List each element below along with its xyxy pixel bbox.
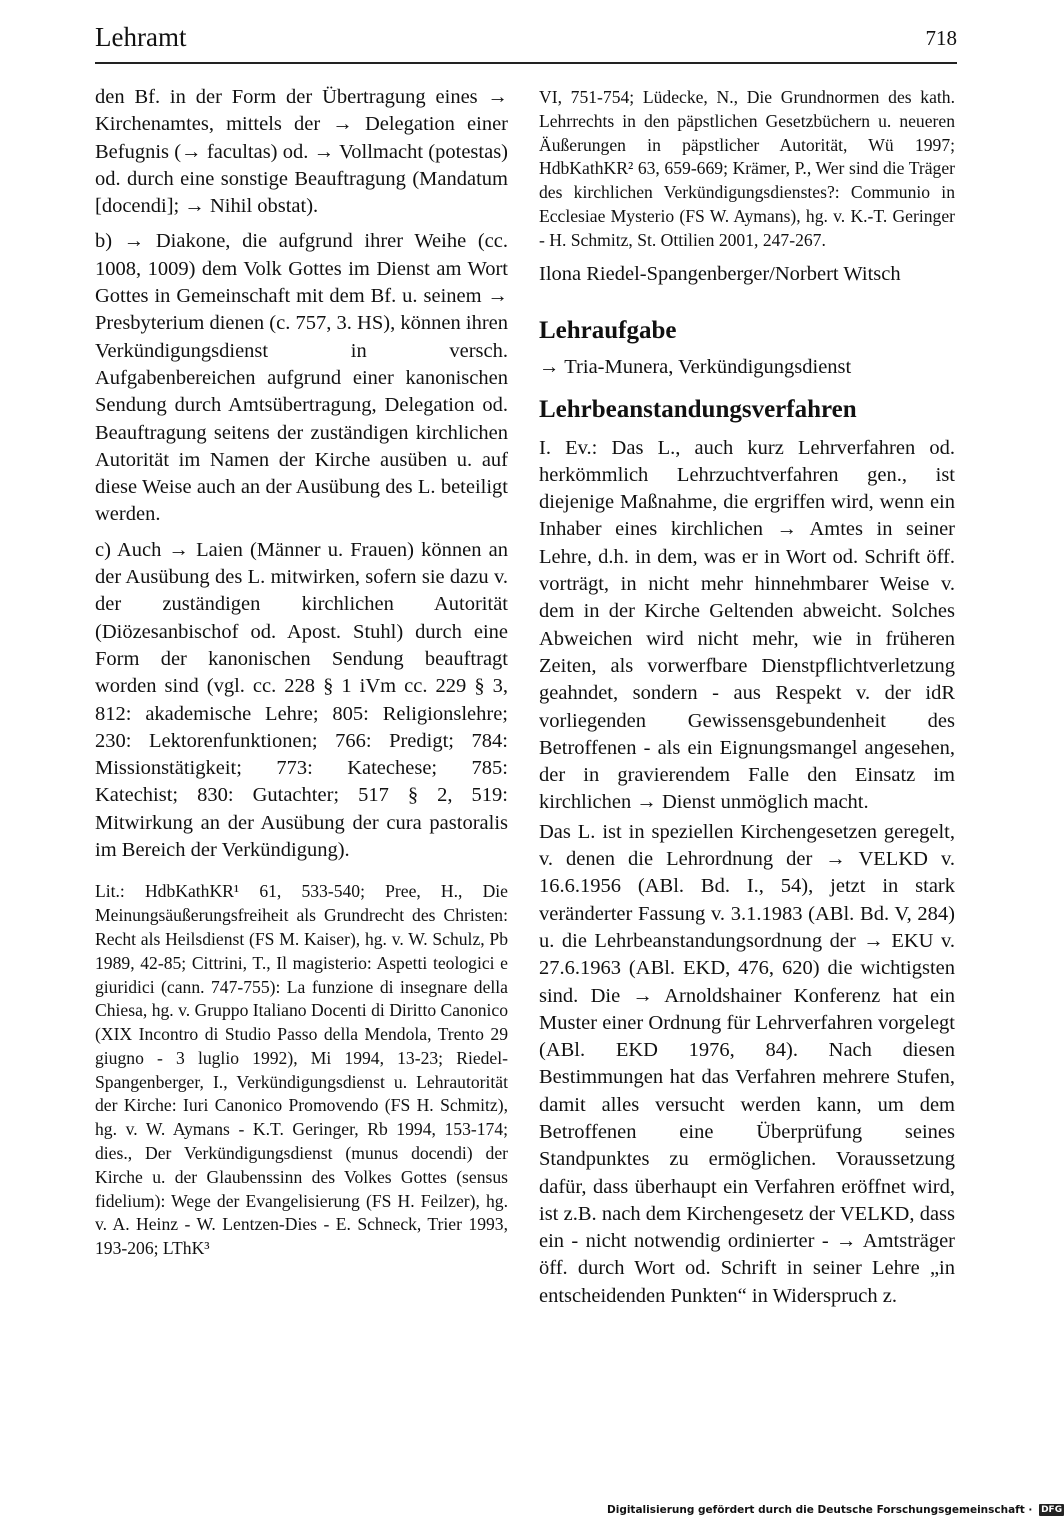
entry-heading-lehraufgabe: Lehraufgabe bbox=[539, 316, 677, 344]
digitization-footer bbox=[607, 1504, 1063, 1520]
right-column bbox=[539, 84, 955, 1310]
dfg-logo-icon: DFG bbox=[1041, 1505, 1063, 1515]
article-authors: Ilona Riedel-Spangenberger/Norbert Witsch bbox=[539, 262, 901, 285]
paragraph-b-deacons: b) → Diakone, die aufgrund ihrer Weihe (cc. 1008, 1009) dem Volk Gottes im Dienst am Wort Gottes in Gemeinschaft mit dem Bf. u. seinem → Presbyterium dienen (c. 757, 3. HS), können ihren Verkündigungsdienst in versch. Aufgabenbereichen aufgrund einer kanonischen Sendung durch Amtsübertragung, Delegation od. Beauftragung seitens der zuständigen kirchlichen Autorität im Namen der Kirche ausüben u. auf diese Weise auch an der Ausübung des L. beteiligt werden. bbox=[95, 230, 508, 526]
running-head-title: Lehramt bbox=[95, 22, 187, 52]
paragraph-ev-definition: I. Ev.: Das L., auch kurz Lehrverfahren od. herkömmlich Lehrzuchtverfahren gen., ist diejenige Maßnahme, die ergriffen wird, wenn ein Inhaber eines kirchlichen → Amtes in seiner Lehre, d.h. in dem, was er in Wort od. Schrift öff. vorträgt, in nicht mehr hinnehmbarer Weise v. dem in der Kirche Geltenden abweicht. Solches Abweichen wird nicht mehr, wie in früheren Zeiten, als vorwerfbare Dienstpflichtverletzung geahndet, sondern - aus Respekt v. der idR vorliegenden Gewissensgebundenheit des Betroffenen - als ein Eignungsmangel angesehen, der in gravierendem Falle den Einsatz im kirchlichen → Dienst unmöglich macht. bbox=[539, 436, 955, 814]
paragraph-bishop-delegation: den Bf. in der Form der Übertragung eines → Kirchenamtes, mittels der → Delegation einer Befugnis (→ facultas) od. → Vollmacht (potestas) od. durch eine sonstige Beauftragung (Mandatum [docendi]; → Nihil obstat). bbox=[95, 86, 508, 218]
page-number: 718 bbox=[925, 26, 957, 50]
literature-list: Lit.: HdbKathKR¹ 61, 533-540; Pree, H., Die Meinungsäußerungsfreiheit als Grundrecht des Christen: Recht als Heilsdienst (FS M. Kaiser), hg. v. W. Schulz, Pb 1989, 42-85; Cittrini, T., Il magisterio: Aspetti teologici e giuridici (cann. 747-755): La funzione di insegnare della Chiesa, hg. v. Gruppo Italiano Docenti di Diritto Canonico (XIX Incontro di Studio Passo della Mendola, Trento 29 giugno - 3 luglio 1992), Mi 1994, 13-23; Riedel-Spangenberger, I., Verkündigungsdienst u. Lehrautorität der Kirche: Iuri Canonico Promovendo (FS H. Schmitz), hg. v. W. Aymans - K.T. Geringer, Rb 1994, 153-174; dies., Der Verkündigungsdienst (munus docendi) der Kirche u. der Glaubenssinn des Volkes Gottes (sensus fidelium): Wege der Evangelisierung (FS H. Feilzer), hg. v. A. Heinz - W. Lentzen-Dies - E. Schneck, Trier 1993, 193-206; LThK³ bbox=[95, 881, 508, 1259]
cross-reference: → Tria-Munera, Verkündigungsdienst bbox=[539, 355, 852, 378]
paragraph-c-laity: c) Auch → Laien (Männer u. Frauen) können an der Ausübung des L. mitwirken, sofern sie dazu v. der zuständigen kirchlichen Autorität (Diözesanbischof od. Apost. Stuhl) durch eine Form der kanonischen Sendung beauftragt worden sind (vgl. cc. 228 § 1 iVm cc. 229 § 3, 812: akademische Lehre; 805: Religionslehre; 230: Lektorenfunktionen; 766: Predigt; 784: Missionstätigkeit; 773: Katechese; 785: Katechist; 830: Gutachter; 517 § 2, 519: Mitwirkung an der Ausübung der cura pastoralis im Bereich der Verkündigung). bbox=[95, 538, 508, 862]
footer-credit: Digitalisierung gefördert durch die Deutsche Forschungsgemeinschaft · bbox=[607, 1504, 1033, 1516]
left-column bbox=[95, 84, 508, 1261]
literature-list-continued: VI, 751-754; Lüdecke, N., Die Grundnormen des kath. Lehrrechts in den päpstlichen Gesetzbüchern u. neueren Äußerungen in päpstlicher Autorität, Wü 1997; HdbKathKR² 63, 659-669; Krämer, P., Wer sind die Träger des kirchlichen Verkündigungsdienstes?: Communio in Ecclesiae Mysterio (FS W. Aymans), hg. v. K.-T. Geringer - H. Schmitz, St. Ottilien 2001, 247-267. bbox=[539, 87, 955, 250]
page-header bbox=[95, 18, 957, 62]
header-rule bbox=[95, 62, 957, 64]
entry-heading-lehrbeanstandungsverfahren: Lehrbeanstandungsverfahren bbox=[539, 395, 857, 423]
paragraph-church-laws: Das L. ist in speziellen Kirchengesetzen geregelt, v. denen die Lehrordnung der → VELKD v. 16.6.1956 (ABl. Bd. I., 54), jetzt in stark veränderter Fassung v. 3.1.1983 (ABl. Bd. V, 284) u. die Lehrbeanstandungsordnung der → EKU v. 27.6.1963 (ABl. EKD, 476, 620) die wichtigsten sind. Die → Arnoldshainer Konferenz hat ein Muster einer Ordnung für Lehrverfahren vorgelegt (ABl. EKD 1976, 84). Nach diesen Bestimmungen hat das Verfahren mehrere Stufen, damit alles versucht werden kann, um dem Betroffenen eine Überprüfung seines Standpunktes zu ermöglichen. Voraussetzung dafür, dass überhaupt ein Verfahren eröffnet wird, ist z.B. nach dem Kirchengesetz der VELKD, dass ein - nicht notwendig ordinierter - → Amtsträger öff. durch Wort od. Schrift in seiner Lehre „in entscheidenden Punkten“ in Widerspruch z. bbox=[539, 820, 955, 1307]
